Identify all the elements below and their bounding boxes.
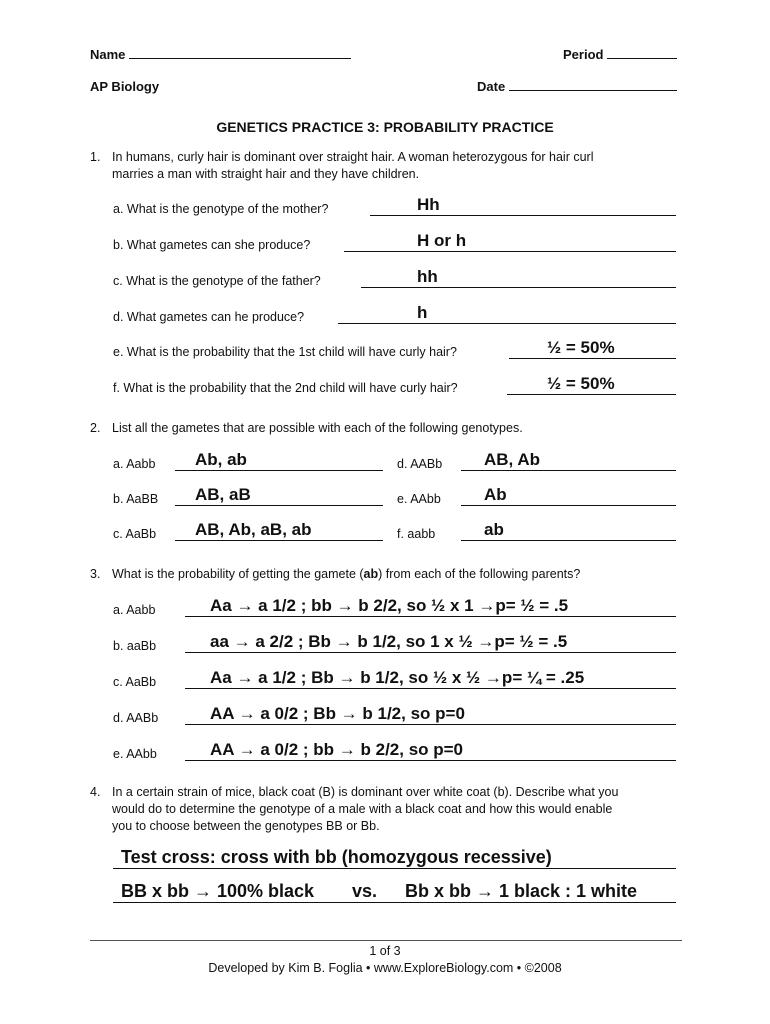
- answer-line[interactable]: [344, 233, 676, 252]
- answer-text: H or h: [417, 231, 467, 250]
- item-label: c. What is the genotype of the father?: [113, 274, 321, 288]
- item-label: d. What gametes can he produce?: [113, 310, 305, 324]
- question-number: 4.: [90, 785, 101, 799]
- q1-item-f: [113, 374, 678, 397]
- q2-item-c: [113, 520, 385, 543]
- answer-line[interactable]: [361, 269, 676, 288]
- question-2: [90, 420, 690, 440]
- q1-item-d: [113, 303, 678, 326]
- item-label: d. AABb: [113, 711, 159, 725]
- answer-text: AB, aB: [195, 485, 251, 504]
- question-4: [90, 784, 690, 838]
- answer-text: Aa → a 1/2 ; Bb → b 1/2, so ½ x ½ →p= ¼ = .25: [210, 668, 585, 687]
- name-label: Name: [90, 47, 351, 62]
- answer-text: h: [417, 303, 428, 322]
- question-text: What is the probability of getting the gamete (ab) from each of the following parents?: [112, 567, 581, 581]
- item-label: f. aabb: [397, 527, 436, 541]
- question-text: marries a man with straight hair and they have children.: [112, 167, 420, 181]
- q2-item-a: [113, 450, 385, 473]
- q4-answer-line-2: [113, 881, 678, 905]
- q3-item-c: [113, 668, 678, 691]
- q1-item-b: [113, 231, 678, 254]
- answer-text: AA → a 0/2 ; bb → b 2/2, so p=0: [210, 740, 464, 759]
- answer-text: BB x bb → 100% black: [121, 881, 315, 901]
- question-text: List all the gametes that are possible with each of the following genotypes.: [112, 421, 523, 435]
- q3-item-e: [113, 740, 678, 763]
- name-field-line[interactable]: [129, 47, 351, 59]
- q3-item-a: [113, 596, 678, 619]
- item-label: b. AaBB: [113, 492, 159, 506]
- q3-item-d: [113, 704, 678, 727]
- date-field-line[interactable]: [509, 79, 677, 91]
- footer-credit: Developed by Kim B. Foglia • www.ExploreBiology.com • ©2008: [208, 961, 562, 975]
- question-number: 3.: [90, 567, 101, 581]
- question-text: In humans, curly hair is dominant over straight hair. A woman heterozygous for hair curl: [112, 150, 594, 164]
- answer-text: Ab: [484, 485, 507, 504]
- date-label: Date: [477, 79, 677, 94]
- answer-text: aa → a 2/2 ; Bb → b 1/2, so 1 x ½ →p= ½ = .5: [210, 632, 568, 651]
- period-field-line[interactable]: [607, 47, 677, 59]
- answer-text: ½ = 50%: [547, 374, 615, 393]
- item-label: c. AaBb: [113, 527, 157, 541]
- question-text: would do to determine the genotype of a male with a black coat and how this would enable: [112, 802, 613, 816]
- item-label: b. aaBb: [113, 639, 157, 653]
- answer-text: ½ = 50%: [547, 338, 615, 357]
- answer-line[interactable]: [370, 197, 676, 216]
- course-label: AP Biology: [90, 79, 160, 94]
- question-1: [90, 149, 690, 189]
- footer-divider: [90, 940, 682, 941]
- item-label: a. Aabb: [113, 603, 156, 617]
- q2-item-b: [113, 485, 385, 508]
- item-label: e. AAbb: [113, 747, 157, 761]
- answer-text: AA → a 0/2 ; Bb → b 1/2, so p=0: [210, 704, 465, 723]
- item-label: a. Aabb: [113, 457, 156, 471]
- q4-answer-line-1: [113, 847, 678, 871]
- item-label: d. AABb: [397, 457, 443, 471]
- answer-text: hh: [417, 267, 438, 286]
- answer-text: Hh: [417, 195, 440, 214]
- page-title: GENETICS PRACTICE 3: PROBABILITY PRACTICE: [216, 119, 554, 135]
- q1-item-a: [113, 195, 678, 218]
- answer-text: vs.: [352, 881, 378, 901]
- period-label: Period: [563, 47, 677, 62]
- item-label: e. What is the probability that the 1st child will have curly hair?: [113, 345, 457, 359]
- q2-item-d: [397, 450, 678, 473]
- answer-text: Test cross: cross with bb (homozygous recessive): [121, 847, 552, 867]
- item-label: a. What is the genotype of the mother?: [113, 202, 329, 216]
- answer-text: AB, Ab: [484, 450, 541, 469]
- q2-item-e: [397, 485, 678, 508]
- answer-text: ab: [484, 520, 504, 539]
- q3-item-b: [113, 632, 678, 655]
- answer-text: Aa → a 1/2 ; bb → b 2/2, so ½ x 1 →p= ½ = .5: [210, 596, 569, 615]
- item-label: c. AaBb: [113, 675, 157, 689]
- answer-line[interactable]: [338, 305, 676, 324]
- question-text: you to choose between the genotypes BB or Bb.: [112, 819, 380, 833]
- answer-text: Ab, ab: [195, 450, 247, 469]
- q1-item-e: [113, 338, 678, 361]
- page-number: 1 of 3: [369, 944, 401, 958]
- item-label: e. AAbb: [397, 492, 441, 506]
- q1-item-c: [113, 267, 678, 290]
- question-number: 2.: [90, 421, 101, 435]
- question-text: In a certain strain of mice, black coat (B) is dominant over white coat (b). Describe what you: [112, 785, 619, 799]
- q2-item-f: [397, 520, 678, 543]
- item-label: f. What is the probability that the 2nd child will have curly hair?: [113, 381, 458, 395]
- answer-text: AB, Ab, aB, ab: [195, 520, 312, 539]
- item-label: b. What gametes can she produce?: [113, 238, 311, 252]
- question-number: 1.: [90, 150, 101, 164]
- question-3: [90, 566, 690, 586]
- answer-text: Bb x bb → 1 black : 1 white: [405, 881, 638, 901]
